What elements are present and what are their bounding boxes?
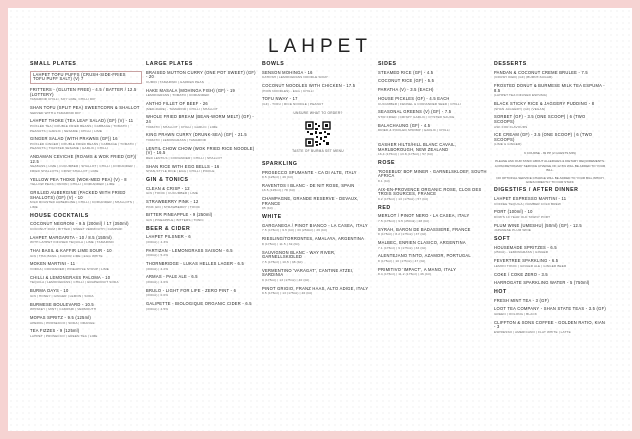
section-title: GIN & TONICS bbox=[146, 177, 189, 183]
menu-item bbox=[494, 224, 606, 233]
menu-item-name: LAHPET ESPRESSO MARTINI - 11 bbox=[494, 196, 567, 202]
menu-item bbox=[262, 287, 374, 296]
menu-item bbox=[30, 329, 142, 338]
menu-item-description: 8 (175ml) | 11.5 | 32 (btl) bbox=[262, 241, 300, 246]
menu-item-name: BLACK STICKY RICE & JAGGERY PUDDING - 8 bbox=[494, 100, 595, 106]
menu-item-name: GARGANEGA / PINOT BIANCO - LA CASEA, ITALY bbox=[262, 222, 368, 228]
menu-item-description: (330ml) | 4.3% bbox=[146, 239, 169, 244]
menu-item bbox=[262, 171, 374, 180]
section-title: HOUSE COCKTAILS bbox=[30, 212, 89, 219]
menu-item-description: 85 (btl) bbox=[262, 206, 273, 211]
menu-item bbox=[494, 321, 606, 335]
menu-item-name: RAVENTOS I BLANC - DE NIT ROSE, SPAIN bbox=[262, 182, 355, 188]
menu-item-name: SEASONAL GREENS (V) (GF) - 7.5 bbox=[378, 109, 452, 115]
menu-item-name: HOUSE PICKLES (GF) - 4.5 EACH bbox=[378, 95, 450, 101]
menu-item bbox=[378, 188, 490, 202]
menu-item-description: TOMATO | SHALLOT | CHILLI | GARLIC | LIME bbox=[146, 124, 218, 129]
menu-item-name: TEA FIZZES - 9 (125ml) bbox=[30, 328, 80, 334]
menu-item-name: BRAISED MUTTON CURRY (ONE POT SWEET) (GF) - 20 bbox=[146, 69, 256, 80]
menu-item-name: CLIFFTON & SONS COFFEE - GOLDEN RATIO, KIAN - 3 bbox=[494, 319, 606, 330]
menu-item bbox=[30, 316, 142, 325]
menu-item bbox=[378, 214, 490, 223]
menu-item bbox=[494, 133, 606, 147]
menu-item-description: (LAHPET TEA INFUSED ESPUMA) bbox=[494, 93, 548, 98]
menu-item-description: 8.5 (125ml) | 49 (btl) bbox=[262, 175, 294, 180]
menu-item-description: 16.4 (175ml) | 13.8 (175ml) | 57 (btl) bbox=[378, 152, 434, 157]
menu-item-name: BALACHAUNG (GF) - 4.5 bbox=[378, 122, 431, 128]
menu-column-2 bbox=[146, 58, 258, 316]
menu-item-description: TAMARIND CHILLI, SOY LIME, CHILLI DIP bbox=[30, 97, 96, 102]
menu-item bbox=[378, 88, 490, 93]
menu-item-description: GIN | PINEAPPLE | BITTERS | TONIC bbox=[146, 217, 204, 222]
section-title: LARGE PLATES bbox=[146, 61, 193, 67]
menu-item bbox=[30, 303, 142, 312]
menu-item bbox=[30, 276, 142, 285]
menu-item bbox=[262, 237, 374, 246]
menu-item-name: ICE CREAM (GF) - 3.5 (ONE SCOOP) | 6 (TWO SCOOPS) bbox=[494, 132, 593, 142]
menu-item-description: SHAN-STYLE RICE | EGG | CHILLI | PICKLE bbox=[146, 169, 215, 174]
menu-item-description: (HOW NOODLES) - EGG | CHILLI bbox=[262, 88, 314, 93]
menu-item-name: COCONUT NEGRONI - 9.5 (200ml) / 17 (350ml) bbox=[30, 221, 129, 227]
service-note: NO OPTIONAL SERVICE CHARGE WILL BE ADDED TO YOUR BILL WHICH GOES DIRECTLY TO OUR STAFF. bbox=[496, 176, 604, 185]
menu-item-name: PROSECCO SPUMANTE - CA DI ALTE, ITALY bbox=[262, 169, 357, 175]
menu-item-name: PANDAN & COCONUT CREME BRULEE - 7.5 bbox=[494, 69, 588, 75]
menu-item-name: COCONUT NOODLES WITH CHICKEN - 17.5 bbox=[262, 82, 356, 88]
menu-item-description: LAHPET | PROSECCO | GREEN TEA | LIME bbox=[30, 333, 98, 338]
section-title: RED bbox=[378, 204, 391, 211]
menu-item bbox=[494, 210, 606, 219]
menu-item-name: SENSON MOHINGA - 16 bbox=[262, 69, 313, 75]
menu-item-description: (SHAN JAGGERY) (GF) (VEGAN) bbox=[494, 106, 546, 111]
section-title: DESSERTS bbox=[494, 61, 527, 67]
menu-item bbox=[262, 269, 374, 283]
menu-item bbox=[146, 147, 258, 161]
menu-item bbox=[494, 71, 606, 80]
menu-item bbox=[30, 236, 142, 245]
menu-item-description: COFFEE TEQUILA | NUMBER COLD BREW bbox=[494, 201, 561, 206]
menu-item bbox=[30, 88, 142, 102]
menu-item-name: BRULO - LIGHT FOR LIFE - ZERO PINT - 6 bbox=[146, 287, 237, 293]
menu-item-name: MOKEN MARTINI - 11 bbox=[30, 261, 76, 267]
menu-item-description: (330ml) | 4.6% bbox=[146, 280, 169, 285]
menu-item bbox=[494, 259, 606, 268]
menu-item bbox=[262, 97, 374, 106]
menu-item bbox=[30, 222, 142, 231]
menu-item-description: (330ml) | 5.2% bbox=[146, 253, 169, 258]
menu-item-description: LEMON TONIC | GINGER ALE | GINGER BEER bbox=[494, 263, 567, 268]
section-title: SOFT bbox=[494, 236, 511, 243]
menu-item-description: 7.5 (175ml) | 9.5 (btl) | 33 (250ml) | 26 (btl) bbox=[262, 228, 328, 233]
menu-item bbox=[494, 273, 606, 278]
menu-item-name: FROSTED DONUT & BURMESE MILK TEA ESPUMA - 8.5 bbox=[494, 82, 605, 93]
menu-item-description: 9.5 (175ml) | 13 (175ml) | 46 (btl) bbox=[262, 291, 313, 296]
menu-item bbox=[30, 137, 142, 151]
menu-item bbox=[262, 224, 374, 233]
menu-item-name: CHAMPAGNE, GRANDE RESERVE - DEVAUX, FRANCE bbox=[262, 196, 359, 206]
menu-item bbox=[494, 102, 606, 111]
menu-item-name: PORT (100ml) - 10 bbox=[494, 209, 533, 215]
menu-item-description: WITH LAHPET INFUSED TEQUILA | LIME | TAMARIND bbox=[30, 240, 114, 245]
qr-caption-bottom: TASTE OF BURMA SET MENU bbox=[292, 149, 344, 154]
menu-item-name: MALBEC, ENRIEN CLASICO, ARGENTINA bbox=[378, 239, 466, 245]
menu-item-name: LENTIL CHOW CHOW (WOK FRIED RICE NOODLE) (V) - 16.5 bbox=[146, 145, 255, 156]
menu-item bbox=[378, 110, 490, 119]
menu-item-name: FEVERTREE SPARKLING - 6.5 bbox=[494, 258, 559, 264]
menu-item-description: 8.4 (175ml) | 11.2 (175ml) | 46 (btl) bbox=[378, 272, 432, 277]
menu-item bbox=[378, 143, 490, 157]
menu-item-name: GINGER SALAD (WITH PRAWNS (GF)) 16 bbox=[30, 136, 118, 142]
menu-item-name: FRITTERS - (GLUTEN FREE) - 4.5 / BATTER / 12.5 (LOTTERY) bbox=[30, 86, 137, 97]
menu-item bbox=[378, 97, 490, 106]
menu-item-description: (330ml) | 0.0% bbox=[146, 293, 169, 298]
menu-item-name: LAHPET THOKE (TEA LEAF SALAD) (GF) (V) - 11 bbox=[30, 118, 134, 124]
menu-item-name: CHILLI & LEMONGRASS PALOMA - 10 bbox=[30, 274, 111, 280]
menu-header bbox=[8, 36, 632, 58]
set-menu-note: 6 COURSE - 39 PP (2 GUESTS MIN) bbox=[524, 151, 576, 156]
menu-item-name: CLEAN & CRISP - 12 bbox=[146, 185, 190, 191]
menu-item-description: SERVED WITH A TAMARIND DIP bbox=[30, 110, 81, 115]
menu-item-name: LAHPET MARGARITA - 10 / 8.5 (150ml) bbox=[30, 234, 112, 240]
menu-column-1 bbox=[30, 58, 142, 343]
menu-item-description: STIR FRIED | CRISPY GARLIC | OYSTER SAUCE bbox=[378, 114, 455, 119]
menu-item bbox=[262, 251, 374, 265]
menu-item-name: PINOT GRIGIO, FRANZ HAAS, ALTO ADIGE, ITALY bbox=[262, 285, 369, 291]
menu-item-name: PRIMITIVO 'IMPACT', A MANO, ITALY bbox=[378, 266, 457, 272]
section-title: SMALL PLATES bbox=[30, 61, 77, 67]
menu-item-description: RED LENTILS | CORIANDER | CHILLI | SHALLOT bbox=[146, 155, 223, 160]
menu-item-name: PARATHA (V) - 3.5 (EACH) bbox=[378, 87, 434, 93]
menu-item-description: ESPRESSO | AMERICANO | FLAT WHITE | LATTE bbox=[494, 330, 571, 335]
menu-item-name: COCONUT RICE (GF) - 5.5 bbox=[378, 78, 435, 84]
qr-spacer bbox=[262, 154, 374, 158]
menu-item-description: PINK GIN | STRAWBERRY | TONIC bbox=[146, 204, 201, 209]
menu-item-description: APEROL | PROSECCO | SODA | ORANGE bbox=[30, 320, 95, 325]
menu-item bbox=[146, 213, 258, 222]
section-title: ROSE bbox=[378, 160, 396, 167]
section-title: DIGESTIFS / AFTER DINNER bbox=[494, 187, 579, 194]
menu-item-description: (LIME & GINGER) bbox=[494, 142, 522, 147]
menu-item-description: YELLOW PEAS | ONION | CHILLI | CORIANDER | LIME bbox=[30, 182, 115, 187]
menu-item bbox=[30, 155, 142, 173]
menu-item-description: TEQUILA | LEMONGRASS | CHILLI | GRAPEFRUIT SODA bbox=[30, 280, 119, 285]
menu-item bbox=[30, 289, 142, 298]
menu-item-name: COKE / COKE ZERO - 3.5 bbox=[494, 271, 548, 277]
menu-item bbox=[378, 71, 490, 76]
menu-item-name: STRAWBERRY PINK - 12 bbox=[146, 198, 199, 204]
menu-item bbox=[262, 184, 374, 193]
menu-item bbox=[146, 200, 258, 209]
menu-item-description: (CRUSH ICED) (GF) (BURNT-SUGAR) bbox=[494, 75, 553, 80]
menu-item-description: GIN | HONEY | GINGER | LEMON | SODA bbox=[30, 293, 94, 298]
menu-item-description: (330ml) | 4.5% bbox=[146, 306, 169, 311]
menu-item-description: SEABASS | LIME | CUCUMBER | SHALLOT | CHILLI | CORIANDER | FRIED SHALLOTS | CRISP SHALLOT | LIME bbox=[30, 164, 135, 174]
qr-caption-top: UNSURE WHAT TO ORDER? bbox=[293, 110, 343, 115]
menu-item-name: HARROGATE SPARKLING WATER - 5 (750ml) bbox=[494, 280, 590, 286]
menu-item-name: GALIPETTE - BIOLOGIQUE ORGANIC CIDER - 6.5 bbox=[146, 301, 252, 307]
menu-item-name: STEAMED RICE (GF) - 4.5 bbox=[378, 69, 434, 75]
menu-item-name: BURMA DAYS - 10 bbox=[30, 288, 69, 294]
menu-column-3 bbox=[262, 58, 374, 300]
menu-item bbox=[146, 249, 258, 258]
menu-item bbox=[30, 119, 142, 133]
menu-page bbox=[8, 8, 632, 431]
menu-item-description: CUMIN | TAMARIND | GARDEN PEAS bbox=[146, 79, 204, 84]
menu-item-description: (250ml) - LEMONGRASS | GINGER bbox=[494, 250, 549, 255]
menu-item-name: MERLOT / PINOT NERO - LA CASEA, ITALY bbox=[378, 213, 470, 219]
menu-item-description: GIN | TONIC | CUCUMBER | LIME bbox=[146, 191, 199, 196]
menu-item bbox=[378, 241, 490, 250]
section-title: BEER & CIDER bbox=[146, 225, 191, 232]
menu-item-description: (330ml) | 4.2% bbox=[146, 266, 169, 271]
menu-item-description: COCONUT RUM | BITTER | SWEET VERMOUTH | CAMPARI bbox=[30, 226, 123, 231]
menu-item-description: VODKA | CORIANDER | PINEAPPLE SYRUP | LIME bbox=[30, 267, 109, 272]
menu-item bbox=[262, 84, 374, 93]
section-title: BOWLS bbox=[262, 61, 285, 67]
menu-item-description: GIN | THAI BASIL | KAFFIR LIME | EGG WHITE bbox=[30, 253, 103, 258]
menu-item bbox=[494, 299, 606, 304]
menu-item-description: (GF) - TOFU | RICE NOODLE | PEANUT bbox=[262, 101, 324, 106]
menu-item-description: DRIED & PICKLED SHRIMP | GARLIC | CHILLI bbox=[378, 128, 450, 133]
menu-item bbox=[494, 197, 606, 206]
qr-code-icon[interactable] bbox=[305, 121, 331, 147]
menu-item bbox=[378, 170, 490, 184]
menu-item-name: TOFU NWAY - 17 bbox=[262, 96, 298, 102]
menu-item-name: ANTHO FILLET OF BEEF - 26 bbox=[146, 100, 208, 106]
menu-item-name: SORBET (GF) - 3.5 (ONE SCOOP) | 6 (TWO SCOOPS) bbox=[494, 114, 586, 124]
menu-item-description: 8 (175ml) | 10 (175ml) | 47 (btl) bbox=[378, 258, 426, 263]
menu-item-name: HAKE MASALA (MOHINGA FISH) (GF) - 19 bbox=[146, 87, 236, 93]
menu-item-name: LOOT TEA COMPANY - SHAN STATE TEAS - 3.5 (GF) bbox=[494, 306, 606, 312]
menu-item-name: THORNBRIDGE - LUKAS HELLES LAGER - 6.5 bbox=[146, 261, 244, 267]
menu-item-name: PARTIZAN - LEMONGRASS SAISON - 6.5 bbox=[146, 247, 233, 253]
menu-column-5 bbox=[494, 58, 606, 339]
menu-item-description: LEMONGRASS | TOMATO | CORIANDER bbox=[146, 93, 209, 98]
section-title: SIDES bbox=[378, 61, 397, 67]
menu-item-name: HOUSEMADE SPRITZES - 6.5 bbox=[494, 244, 557, 250]
menu-item-name: MOPAS SPRITZ - 9.5 (125ml) bbox=[30, 314, 92, 320]
menu-item bbox=[146, 115, 258, 129]
menu-item bbox=[146, 235, 258, 244]
menu-item-description: 8.1 (btl) bbox=[378, 178, 390, 183]
menu-item-name: AIX-EN-PROVENCE ORGANIC ROSE, CLOS DES TROIS SOURCES, FRANCE bbox=[378, 186, 482, 197]
menu-item-name: 'ROSEBUD' BOF MINER - GARNELSKLOEF, SOUTH AFRICA bbox=[378, 168, 487, 179]
menu-item-name: LAHPET PILSNER - 6 bbox=[146, 234, 191, 240]
menu-item-description: TOMATO | LEMONGRASS | TAMARIND bbox=[146, 137, 207, 142]
menu-item-name: FRESH MINT TEA - 3 (GF) bbox=[494, 297, 549, 303]
section-title: HOT bbox=[494, 289, 507, 296]
menu-item-name: LAHPET TOFU PUFFS (CRUSH-SIDE-FRIES TOFU PUFF SALT) (V) 7 bbox=[30, 71, 142, 84]
menu-item-name: ALENTEJANO TINTO, AZAMOR, PORTUGAL bbox=[378, 253, 471, 259]
menu-item bbox=[146, 187, 258, 196]
menu-item bbox=[262, 197, 374, 211]
menu-item bbox=[146, 89, 258, 98]
menu-item bbox=[146, 262, 258, 271]
menu-item-name: YELLOW PEA THOKE (WOK-MED PEA) (V) - 8 bbox=[30, 176, 127, 182]
menu-item-description: MILD ROASTED AUBERGINE | CHILLI | CORIANDER | SHALLOTS | LIME bbox=[30, 200, 135, 209]
menu-item bbox=[494, 84, 606, 98]
menu-item-description: 7.1 (175ml) | 9 (175ml) | 33 (btl) bbox=[378, 245, 427, 250]
section-title: SPARKLING bbox=[262, 160, 298, 167]
menu-item-description: 9.2 (175ml) | 13 (175ml) | 57 (btl) bbox=[378, 196, 429, 201]
menu-item bbox=[30, 71, 142, 84]
menu-item bbox=[146, 289, 258, 298]
menu-item bbox=[30, 106, 142, 115]
menu-item bbox=[146, 102, 258, 111]
menu-item bbox=[378, 268, 490, 277]
menu-item-description: (MED-RARE) - TAMARIND | CHILLI | SHALLOT bbox=[146, 106, 218, 111]
brand-logo: LAHPET bbox=[268, 36, 372, 57]
menu-item-name: KING PRAWN CURRY (DRUNK-SEA) (GF) - 21.5 bbox=[146, 132, 247, 138]
menu-item bbox=[494, 246, 606, 255]
section-title: WHITE bbox=[262, 214, 282, 221]
menu-item-description: WHISKEY | MINT | CAMPARI | VERMOUTH bbox=[30, 307, 97, 312]
menu-item bbox=[146, 71, 258, 85]
menu-item-name: BURMESE BOULEVARD - 10.5 bbox=[30, 301, 94, 307]
menu-item-name: ANDAMAN CEVICHE (ROAMS & WOK FRIED (GF)) 12.5 bbox=[30, 154, 137, 164]
menu-item-description: PICKLED TEA | DOUBLE FRIED BEANS | CABBAGE | TOMATO | PEANUTS | GARLIC | SESAME | CHILLI | LIME bbox=[30, 123, 130, 133]
menu-item-description: 7.5 (175ml) | 9.5 (250ml) | 28 (btl) bbox=[378, 218, 430, 223]
menu-item bbox=[378, 79, 490, 84]
menu-item bbox=[30, 191, 142, 209]
menu-item bbox=[494, 115, 606, 129]
menu-item-name: VERMENTINO 'VARAGAT', CANTINE ATZEI, SARDINIA bbox=[262, 267, 354, 278]
menu-item-name: SHAN TOFU (SPLIT PEA) SWEETCORN & SHALLOT bbox=[30, 104, 140, 110]
menu-item bbox=[494, 307, 606, 316]
menu-item bbox=[378, 124, 490, 133]
menu-item-description: 16.5 (125ml) | 78 (btl) bbox=[262, 188, 295, 193]
menu-item bbox=[146, 133, 258, 142]
menu-item bbox=[146, 275, 258, 284]
menu-item-description: GREEN | OOLONG | BLACK bbox=[494, 312, 538, 317]
menu-item bbox=[30, 249, 142, 258]
menu-item-name: SHAN RICE WITH EGG BELLS - 16 bbox=[146, 163, 220, 169]
menu-item-name: SYRAH, BARON DE BADASSIERE, FRANCE bbox=[378, 226, 471, 232]
menu-item-description: CUCUMBER | FENNEL & CORIANDER SEED | CHILLI bbox=[378, 101, 461, 106]
menu-item-description: PICKLED GINGER | DOUBLE FRIED BEANS | CABBAGE | TOMATO | PEANUTS | TOASTED SESAME | GARLIC | CHILLI bbox=[30, 141, 136, 151]
menu-item-description: 9 (175ml) | 13 (175ml) | 40 (btl) bbox=[262, 277, 310, 282]
menu-item bbox=[378, 254, 490, 263]
menu-item-description: ASK FOR FLAVOURS bbox=[494, 124, 528, 129]
menu-item-name: RIESLING/TORRONTES, AMALAYA, ARGENTINA bbox=[262, 236, 365, 242]
allergy-note: PLEASE ASK OUR STAFF ABOUT ALLERGIES & DIETARY REQUIREMENTS. A DISCRETIONARY SERVICE CHARGE OF 12.5% WILL BE ADDED TO YOUR BILL. bbox=[494, 159, 606, 172]
menu-item-name: PLUM WINE (UMESHU) (50ml) (GF) - 12.5 bbox=[494, 222, 582, 228]
menu-item-name: SAUVIGNON BLANC - WAY RIVER, GARNELLSKIDLED bbox=[262, 249, 336, 260]
menu-item-description: DOW'S 10 YEAR OLD TAWNY PORT bbox=[494, 215, 551, 220]
menu-item-name: GRILLED AUBERGINE (PACKED WITH FRIED SHALLOTS) (GF) (V) - 10 bbox=[30, 190, 126, 200]
menu-item bbox=[378, 228, 490, 237]
menu-item-name: BITTER PINEAPPLE - 9 (250ml) bbox=[146, 212, 213, 218]
menu-item-name: WHOLE FRIED BREAM (BEAN-WORM MELT) (GF) - 24 bbox=[146, 114, 254, 124]
menu-item-description: 7.5 (175ml) | 10.5 | 38 (btl) bbox=[262, 259, 303, 264]
menu-item-description: JAPANESE PLUM WINE bbox=[494, 228, 532, 233]
menu-item bbox=[146, 165, 258, 174]
menu-item-name: ARMAS - PALE ALE - 6.5 bbox=[146, 274, 198, 280]
menu-item bbox=[30, 178, 142, 187]
menu-item-description: 8 (175ml) | 8.2 (175ml) | 37 (btl) bbox=[378, 232, 427, 237]
menu-column-4 bbox=[378, 58, 490, 281]
menu-item bbox=[262, 71, 374, 80]
menu-item bbox=[146, 302, 258, 311]
menu-item-description: CATFISH | LEMONGRASS NOODLE SOUP bbox=[262, 75, 328, 80]
menu-item-name: THAI BASIL & KAFFIR LIME SOUR - 10 bbox=[30, 248, 112, 254]
menu-item bbox=[494, 281, 606, 286]
menu-item bbox=[30, 262, 142, 271]
menu-item-name: GASHER HILTS/HILL BLANC CAVAIL, MARLBOROUGH, NEW ZEALAND bbox=[378, 142, 457, 152]
